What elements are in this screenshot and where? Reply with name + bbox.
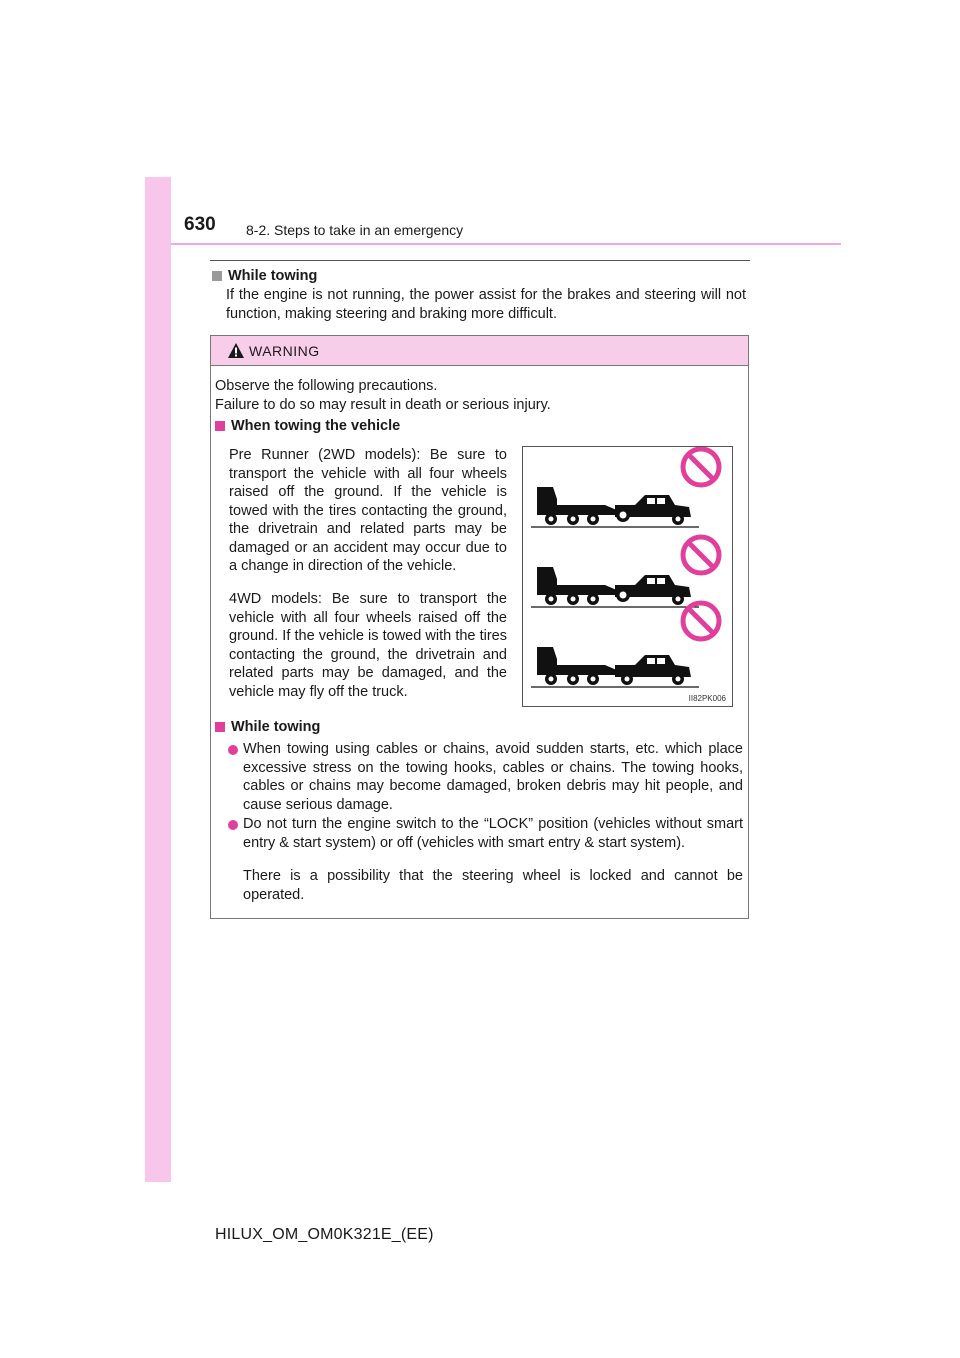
row-3 <box>531 603 719 687</box>
square-bullet-icon <box>215 722 225 732</box>
sub1-heading-text: When towing the vehicle <box>231 418 401 434</box>
circle-bullet-icon <box>228 820 238 830</box>
section-title: 8-2. Steps to take in an emergency <box>246 222 464 238</box>
warning-header <box>211 336 748 366</box>
sub1-paragraph-2: 4WD models: Be sure to transport the vehicle with all four wheels raised off the ground. If the vehicle is towed with the tires contacting the ground, the drivetrain and related parts may be damaged, and the vehicle may fly off the truck. <box>229 591 507 700</box>
side-band <box>145 177 171 1182</box>
sub2-bullet-2b: There is a possibility that the steering wheel is locked and cannot be operated. <box>243 868 743 903</box>
row-2 <box>531 537 719 607</box>
sub1-heading <box>215 418 400 434</box>
towing-trucks-icon <box>523 447 732 706</box>
intro-heading-text: While towing <box>228 268 318 284</box>
square-bullet-icon <box>212 271 222 281</box>
page-number: 630 <box>184 214 216 235</box>
sub2-heading <box>215 719 320 735</box>
content-rule <box>210 260 750 261</box>
towing-illustration <box>522 446 733 707</box>
sub2-heading-text: While towing <box>231 719 321 735</box>
intro-text: If the engine is not running, the power assist for the brakes and steering will not function, making steering and braking more difficult. <box>226 287 746 322</box>
sub2-bullet-2a: Do not turn the engine switch to the “LOCK” position (vehicles without smart entry & start system) or off (vehicles with smart entry & start system). <box>243 816 743 851</box>
footer-code: HILUX_OM_OM0K321E_(EE) <box>215 1226 434 1243</box>
warning-intro-line1: Observe the following precautions. <box>215 378 438 394</box>
warning-triangle-icon <box>227 342 245 359</box>
warning-intro-line2: Failure to do so may result in death or serious injury. <box>215 397 551 413</box>
intro-heading <box>212 268 317 284</box>
square-bullet-icon <box>215 421 225 431</box>
figure-code: II82PK006 <box>688 694 726 703</box>
warning-title: WARNING <box>249 343 320 359</box>
row-1 <box>531 449 719 527</box>
header-divider <box>171 243 841 245</box>
sub1-paragraph-1: Pre Runner (2WD models): Be sure to transport the vehicle with all four wheels raised off the ground. If the vehicle is towed with the tires contacting the ground, the drivetrain and related parts may be damaged or an accident may occur due to a change in direction of the vehicle. <box>229 447 507 574</box>
sub2-bullet-1: When towing using cables or chains, avoid sudden starts, etc. which place excessive stress on the towing hooks, cables or chains. The towing hooks, cables or chains may become damaged, broken debris may hit people, and cause serious damage. <box>243 741 743 813</box>
circle-bullet-icon <box>228 745 238 755</box>
